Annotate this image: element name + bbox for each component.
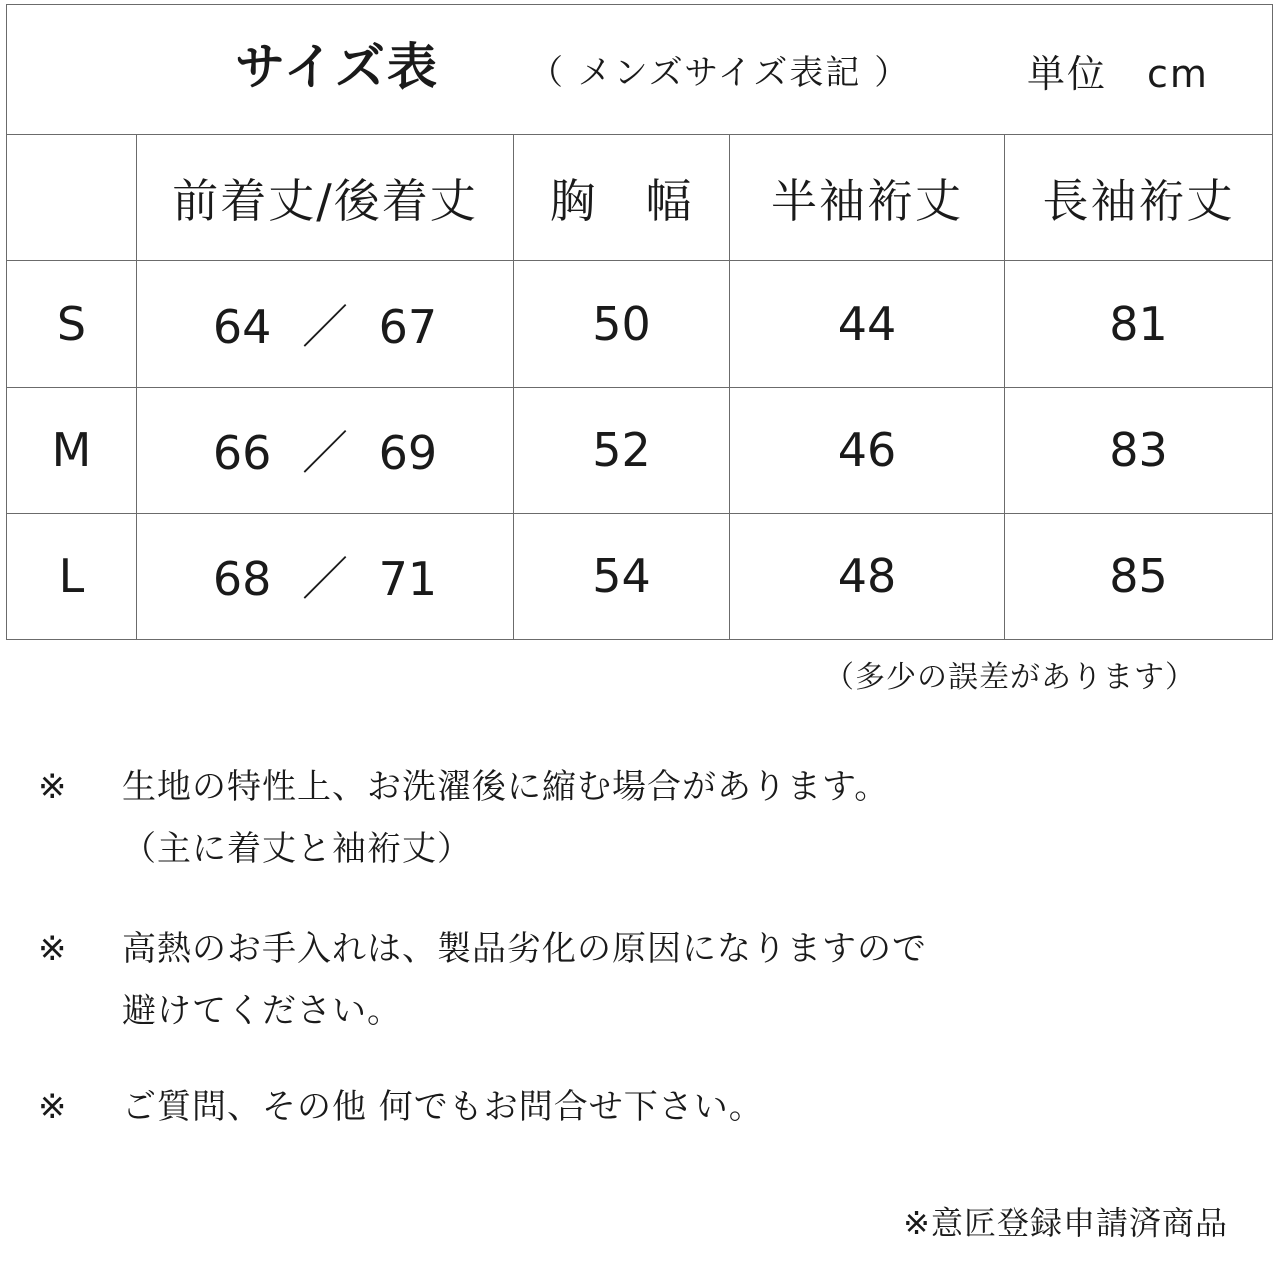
long-sleeve-cell: 81 xyxy=(1005,261,1273,387)
table-title: サイズ表 xyxy=(235,38,439,96)
short-sleeve-cell: 48 xyxy=(730,513,1005,639)
size-table xyxy=(6,4,1273,640)
size-notation-label: （ メンズサイズ表記 ） xyxy=(529,53,911,93)
long-sleeve-cell: 85 xyxy=(1005,513,1273,639)
note-mark: ※ xyxy=(38,929,68,969)
note-line: （主に着丈と袖裄丈） xyxy=(122,829,472,869)
chest-cell: 52 xyxy=(514,387,730,513)
header-corner-cell xyxy=(7,135,137,261)
column-header-long-sleeve: 長袖裄丈 xyxy=(1005,135,1273,261)
length-cell: 64 ／ 67 xyxy=(137,261,514,387)
title-row xyxy=(7,5,1273,135)
short-sleeve-cell: 46 xyxy=(730,387,1005,513)
long-sleeve-cell: 83 xyxy=(1005,387,1273,513)
note-text xyxy=(122,756,889,880)
header-row xyxy=(7,135,1273,261)
title-cell xyxy=(7,5,1273,135)
table-row xyxy=(7,513,1273,639)
size-label-m: M xyxy=(7,387,137,513)
length-cell: 66 ／ 69 xyxy=(137,387,514,513)
note-line: 高熱のお手入れは、製品劣化の原因になりますので xyxy=(122,929,927,969)
size-label-l: L xyxy=(7,513,137,639)
note-text xyxy=(122,918,927,1042)
note-line: ご質問、その他 何でもお問合せ下さい。 xyxy=(122,1087,764,1127)
note-mark: ※ xyxy=(38,767,68,807)
note-text xyxy=(122,1076,764,1138)
design-registration-note: ※意匠登録申請済商品 xyxy=(903,1204,1228,1242)
chest-cell: 50 xyxy=(514,261,730,387)
chest-cell: 54 xyxy=(514,513,730,639)
unit-label: 単位 cm xyxy=(1027,52,1209,96)
note-line: 避けてください。 xyxy=(122,991,402,1031)
table-row xyxy=(7,261,1273,387)
column-header-chest: 胸 幅 xyxy=(514,135,730,261)
note-mark: ※ xyxy=(38,1087,68,1127)
note-line: 生地の特性上、お洗濯後に縮む場合があります。 xyxy=(122,767,890,807)
size-label-s: S xyxy=(7,261,137,387)
length-cell: 68 ／ 71 xyxy=(137,513,514,639)
short-sleeve-cell: 44 xyxy=(730,261,1005,387)
column-header-short-sleeve: 半袖裄丈 xyxy=(730,135,1005,261)
column-header-length: 前着丈/後着丈 xyxy=(137,135,514,261)
tolerance-note: （多少の誤差があります） xyxy=(824,660,1196,695)
table-row xyxy=(7,387,1273,513)
